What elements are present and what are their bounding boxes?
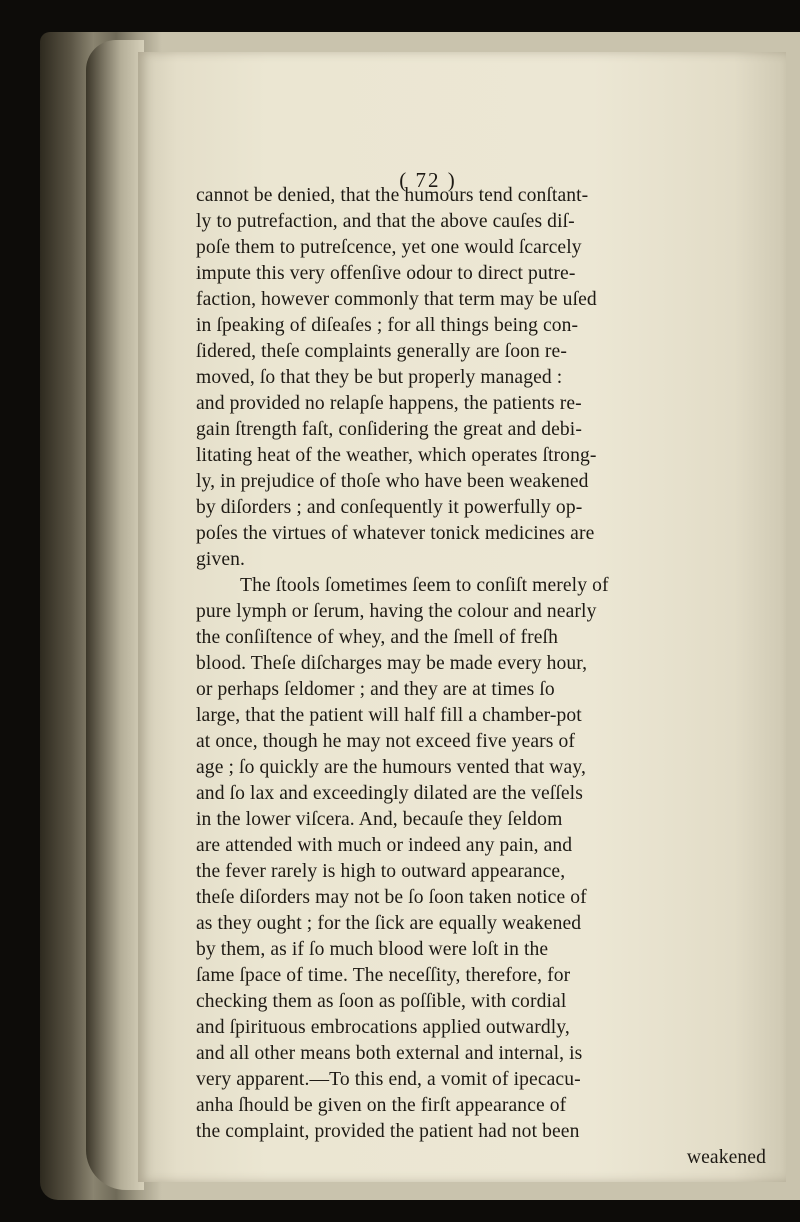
text-line: by them, as if ſo much blood were loſt in the [196,939,549,960]
text-line: theſe diſorders may not be ſo ſoon taken notice of [196,887,587,908]
text-line: the conſiſtence of whey, and the ſmell of freſh [196,627,558,648]
text-line: the fever rarely is high to outward appearance, [196,861,566,882]
text-line: ſidered, theſe complaints generally are ſoon re- [196,341,567,362]
text-line: blood. Theſe diſcharges may be made every hour, [196,653,588,674]
text-line: The ſtools ſometimes ſeem to conſiſt merely of [240,575,609,596]
text-line: are attended with much or indeed any pain, and [196,835,573,856]
catchword: weakened [686,1147,766,1168]
text-line: age ; ſo quickly are the humours vented that way, [196,757,586,778]
text-line: gain ſtrength faſt, conſidering the great and debi- [196,419,582,440]
text-line: by diſorders ; and conſequently it powerfully op- [196,497,583,518]
text-line: litating heat of the weather, which operates ſtrong- [196,445,597,466]
text-line: moved, ſo that they be but properly managed : [196,367,563,388]
text-line: and provided no relapſe happens, the patients re- [196,393,582,414]
text-line: and ſpirituous embrocations applied outwardly, [196,1017,570,1038]
text-line: poſe them to putreſcence, yet one would ſcarcely [196,237,582,258]
text-line: checking them as ſoon as poſſible, with cordial [196,991,567,1012]
text-line: ly to putrefaction, and that the above cauſes diſ- [196,211,575,232]
page-stack-edge [86,40,144,1190]
text-line: and ſo lax and exceedingly dilated are the veſſels [196,783,583,804]
text-line: pure lymph or ſerum, having the colour and nearly [196,601,597,622]
text-line: very apparent.—To this end, a vomit of ipecacu- [196,1069,581,1090]
text-line: or perhaps ſeldomer ; and they are at times ſo [196,679,555,700]
text-line: poſes the virtues of whatever tonick medicines are [196,523,595,544]
text-line: given. [196,549,246,570]
text-line: large, that the patient will half fill a chamber-pot [196,705,582,726]
text-line: at once, though he may not exceed five years of [196,731,576,752]
text-line: ſame ſpace of time. The neceſſity, therefore, for [196,965,571,986]
text-line: ly, in prejudice of thoſe who have been weakened [196,471,589,492]
text-line: anha ſhould be given on the firſt appearance of [196,1095,567,1116]
text-line: in the lower viſcera. And, becauſe they ſeldom [196,809,563,830]
page-number: ( 72 ) [399,168,457,192]
text-line: faction, however commonly that term may be uſed [196,289,597,310]
text-line: in ſpeaking of diſeaſes ; for all things being con- [196,315,579,336]
text-line: the complaint, provided the patient had not been [196,1121,580,1142]
text-line: cannot be denied, that the humours tend conſtant- [196,185,589,206]
text-line: as they ought ; for the ſick are equally weakened [196,913,582,934]
text-line: and all other means both external and internal, is [196,1043,583,1064]
text-line: impute this very offenſive odour to direct putre- [196,263,576,284]
